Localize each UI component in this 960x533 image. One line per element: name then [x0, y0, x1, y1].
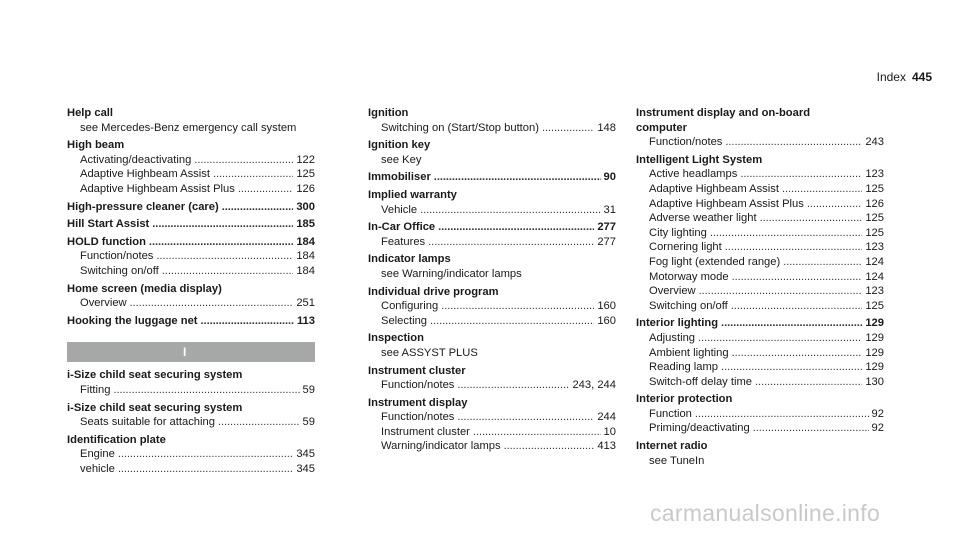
sub-entry-text: Function: [649, 407, 692, 420]
sub-entry-text: Active headlamps: [649, 168, 738, 181]
page-reference: 122: [296, 153, 315, 166]
sub-entry: [636, 197, 884, 212]
sub-entry-text: Function/notes: [80, 250, 154, 263]
dot-leader: [430, 314, 594, 329]
index-entry: [67, 401, 315, 430]
page-reference: 345: [296, 448, 315, 461]
index-entry: [636, 153, 884, 314]
sub-entry: [368, 378, 616, 393]
dot-leader: [162, 264, 294, 279]
dot-leader: [149, 235, 293, 250]
entry-title-text: i-Size child seat securing system: [67, 369, 243, 382]
dot-leader: [434, 170, 601, 185]
sub-entry: [67, 121, 315, 136]
sub-entry: [368, 410, 616, 425]
sub-entry: [368, 425, 616, 440]
page-reference: 59: [302, 383, 315, 396]
page-reference: 123: [865, 241, 884, 254]
entry-title: [368, 252, 616, 267]
page-reference: 130: [865, 375, 884, 388]
sub-entry-text: Function/notes: [381, 411, 455, 424]
sub-entry-text: Vehicle: [381, 203, 418, 216]
page-reference: 148: [597, 121, 616, 134]
index-column-3: [636, 106, 884, 471]
page-reference: 125: [865, 182, 884, 195]
sub-entry-text: vehicle: [80, 462, 115, 475]
dot-leader: [783, 255, 862, 270]
entry-title: [67, 368, 315, 383]
dot-leader: [473, 425, 601, 440]
entry-title: [368, 396, 616, 411]
sub-entry: [636, 240, 884, 255]
page-reference: 277: [597, 235, 616, 248]
page-reference: 129: [865, 346, 884, 359]
page-reference: 92: [871, 407, 884, 420]
index-entry: [67, 314, 315, 329]
dot-leader: [760, 211, 863, 226]
dot-leader: [710, 226, 863, 241]
index-entry: [67, 200, 315, 215]
sub-entry-text: see Key: [381, 153, 422, 166]
sub-entry-text: Adaptive Highbeam Assist: [649, 182, 779, 195]
entry-title-text: Indicator lamps: [368, 253, 451, 266]
dot-leader: [698, 331, 862, 346]
dot-leader: [695, 407, 869, 422]
sub-entry: [636, 226, 884, 241]
dot-leader: [782, 182, 862, 197]
index-entry: [368, 331, 616, 360]
index-entry: [368, 188, 616, 217]
dot-leader: [731, 299, 863, 314]
dot-leader: [420, 203, 600, 218]
entry-title-text: High beam: [67, 139, 125, 152]
page-reference: 129: [865, 361, 884, 374]
dot-leader: [130, 296, 294, 311]
sub-entry-text: see Mercedes-Benz emergency call system: [80, 121, 297, 134]
page-header: [877, 70, 932, 84]
page-reference: 184: [296, 235, 315, 248]
sub-entry-text: see TuneIn: [649, 454, 705, 467]
sub-entry: [368, 439, 616, 454]
index-entry: [67, 433, 315, 477]
dot-leader: [438, 220, 594, 235]
dot-leader: [699, 284, 863, 299]
sub-entry-text: Cornering light: [649, 241, 722, 254]
page-reference: 124: [865, 255, 884, 268]
entry-title-text: Implied warranty: [368, 188, 457, 201]
page-reference: 10: [603, 425, 616, 438]
page-reference: 92: [871, 422, 884, 435]
index-entry: [67, 282, 315, 311]
sub-entry: [636, 407, 884, 422]
dot-leader: [740, 167, 862, 182]
sub-entry: [67, 167, 315, 182]
sub-entry: [636, 270, 884, 285]
page-reference: 345: [296, 462, 315, 475]
dot-leader: [732, 270, 863, 285]
dot-leader: [213, 167, 293, 182]
entry-title-text: Identification plate: [67, 433, 166, 446]
section-letter-bar: [67, 342, 315, 362]
sub-entry: [368, 299, 616, 314]
page-reference: 300: [296, 200, 315, 213]
sub-entry-text: Features: [381, 235, 426, 248]
entry-title-text: Immobiliser: [368, 171, 431, 184]
index-column-2: [368, 106, 616, 457]
page-reference: 123: [865, 168, 884, 181]
sub-entry-text: Instrument cluster: [381, 425, 470, 438]
dot-leader: [156, 249, 293, 264]
entry-title-text: Intelligent Light System: [636, 153, 763, 166]
entries-h: [67, 106, 315, 328]
sub-entry-text: Configuring: [381, 300, 439, 313]
index-entry: [636, 106, 884, 150]
entry-title-text: Instrument display: [368, 396, 468, 409]
sub-entry-text: Overview: [80, 297, 127, 310]
page-reference: 184: [296, 250, 315, 263]
sub-entry: [67, 264, 315, 279]
dot-leader: [457, 410, 594, 425]
dot-leader: [721, 316, 862, 331]
sub-entry: [368, 314, 616, 329]
sub-entry-text: Switching on/off: [80, 264, 159, 277]
sub-entry: [368, 153, 616, 168]
index-entry: [368, 364, 616, 393]
sub-entry: [636, 360, 884, 375]
sub-entry: [636, 135, 884, 150]
sub-entry-text: Warning/indicator lamps: [381, 440, 501, 453]
sub-entry-text: Selecting: [381, 314, 428, 327]
dot-leader: [428, 235, 594, 250]
dot-leader: [807, 197, 862, 212]
entry-title-text: Instrument display and on-board: [636, 107, 811, 119]
entry-title-text: Ignition key: [368, 139, 431, 152]
page-reference: 251: [296, 297, 315, 310]
entries-col2: [368, 106, 616, 454]
sub-entry-text: Engine: [80, 448, 115, 461]
dot-leader: [152, 217, 293, 232]
sub-entry-text: Adaptive Highbeam Assist Plus: [80, 182, 235, 195]
sub-entry: [636, 255, 884, 270]
page-number: 445: [911, 70, 932, 84]
sub-entry-text: City lighting: [649, 226, 707, 239]
sub-entry: [636, 346, 884, 361]
sub-entry-text: Overview: [649, 285, 696, 298]
dot-leader: [542, 121, 594, 136]
dot-leader: [755, 375, 862, 390]
index-entry: [368, 396, 616, 454]
dot-leader: [732, 346, 863, 361]
dot-leader: [118, 447, 293, 462]
page-reference: 126: [865, 197, 884, 210]
sub-entry: [67, 296, 315, 311]
sub-entry: [636, 284, 884, 299]
sub-entry: [636, 375, 884, 390]
sub-entry-text: Adaptive Highbeam Assist Plus: [649, 197, 804, 210]
sub-entry: [636, 182, 884, 197]
index-entry: [368, 252, 616, 281]
dot-leader: [194, 153, 293, 168]
dot-leader: [118, 462, 294, 477]
page-reference: 126: [296, 182, 315, 195]
entries-col3: [636, 106, 884, 468]
index-entry: [67, 217, 315, 232]
entry-title-text: Home screen (media display): [67, 282, 222, 295]
page-reference: 243: [865, 136, 884, 149]
page-reference: 277: [597, 221, 616, 234]
entry-title-text: Interior protection: [636, 393, 733, 406]
page-reference: 125: [296, 168, 315, 181]
sub-entry: [368, 346, 616, 361]
page-reference: 113: [296, 314, 315, 327]
index-entry: [368, 170, 616, 185]
index-entry: [636, 316, 884, 389]
entry-title-text: i-Size child seat securing system: [67, 401, 243, 414]
index-entry: [368, 138, 616, 167]
sub-entry-text: Switching on/off: [649, 299, 728, 312]
dot-leader: [504, 439, 595, 454]
page-reference: 129: [865, 317, 884, 330]
index-entry: [67, 106, 315, 135]
header-label: Index: [876, 70, 906, 84]
sub-entry: [636, 167, 884, 182]
entry-title: [368, 138, 616, 153]
entry-title: [368, 188, 616, 203]
sub-entry: [636, 299, 884, 314]
entry-title: [67, 433, 315, 448]
entry-title: [636, 392, 884, 407]
entry-title-text: Individual drive program: [368, 285, 499, 298]
sub-entry-text: Fog light (extended range): [649, 255, 781, 268]
dot-leader: [113, 383, 299, 398]
sub-entry: [67, 249, 315, 264]
sub-entry: [636, 421, 884, 436]
index-entry: [368, 285, 616, 329]
entry-title-text: Ignition: [368, 107, 409, 119]
page-reference: 31: [603, 203, 616, 216]
page-reference: 243, 244: [572, 379, 616, 392]
sub-entry: [67, 182, 315, 197]
entry-title: [67, 217, 315, 232]
sub-entry-text: Priming/deactivating: [649, 422, 750, 435]
sub-entry: [67, 415, 315, 430]
sub-entry-text: Adverse weather light: [649, 212, 757, 225]
page-reference: 160: [597, 314, 616, 327]
entry-title-text: Hooking the luggage net: [67, 314, 198, 327]
dot-leader: [753, 421, 869, 436]
sub-entry: [67, 462, 315, 477]
entry-title-text: Inspection: [368, 332, 424, 345]
entry-title: [368, 220, 616, 235]
sub-entry: [368, 121, 616, 136]
entry-title-cont-text: computer: [636, 121, 687, 134]
dot-leader: [218, 415, 300, 430]
entry-title: [636, 106, 884, 121]
entry-title-text: High-pressure cleaner (care): [67, 200, 219, 213]
entry-title: [636, 439, 884, 454]
sub-entry-text: Function/notes: [381, 379, 455, 392]
entry-title: [368, 364, 616, 379]
dot-leader: [201, 314, 294, 329]
entry-title: [368, 285, 616, 300]
entry-title: [368, 170, 616, 185]
dot-leader: [457, 378, 569, 393]
sub-entry-text: Switch-off delay time: [649, 375, 753, 388]
index-entry: [636, 392, 884, 436]
sub-entry: [636, 211, 884, 226]
entry-title-text: Instrument cluster: [368, 364, 466, 377]
index-column-1: [67, 106, 315, 479]
sub-entry: [67, 383, 315, 398]
entry-title-text: Hill Start Assist: [67, 218, 150, 231]
sub-entry: [67, 153, 315, 168]
entry-title: [368, 331, 616, 346]
sub-entry-text: Fitting: [80, 383, 111, 396]
sub-entry: [368, 267, 616, 282]
index-entry: [636, 439, 884, 468]
section-letter: I: [183, 345, 187, 360]
sub-entry-text: Reading lamp: [649, 361, 719, 374]
sub-entry-text: see Warning/indicator lamps: [381, 267, 522, 280]
page-reference: 123: [865, 285, 884, 298]
sub-entry: [67, 447, 315, 462]
sub-entry-text: Motorway mode: [649, 270, 729, 283]
entry-title: [67, 200, 315, 215]
sub-entry: [636, 454, 884, 469]
dot-leader: [725, 135, 862, 150]
page-reference: 244: [597, 411, 616, 424]
entry-title: [67, 282, 315, 297]
entry-title: [67, 314, 315, 329]
sub-entry-text: Seats suitable for attaching: [80, 416, 215, 429]
entry-title-text: Interior lighting: [636, 317, 719, 330]
page-reference: 124: [865, 270, 884, 283]
index-entry: [368, 106, 616, 135]
entry-title-text: In-Car Office: [368, 221, 436, 234]
dot-leader: [222, 200, 294, 215]
entry-title-text: HOLD function: [67, 235, 146, 248]
index-entry: [67, 138, 315, 196]
page-reference: 160: [597, 300, 616, 313]
index-entry: [67, 235, 315, 279]
entry-title-text: Help call: [67, 107, 114, 119]
page-reference: 184: [296, 264, 315, 277]
page-reference: 59: [302, 416, 315, 429]
index-entry: [67, 368, 315, 397]
dot-leader: [441, 299, 594, 314]
sub-entry-text: Adaptive Highbeam Assist: [80, 168, 210, 181]
index-entry: [368, 220, 616, 249]
entry-title: [368, 106, 616, 121]
sub-entry-text: Ambient lighting: [649, 346, 729, 359]
entry-title: [636, 153, 884, 168]
entry-title-cont: [636, 121, 884, 136]
dot-leader: [238, 182, 293, 197]
page-reference: 125: [865, 212, 884, 225]
entry-title: [67, 106, 315, 121]
sub-entry-text: Function/notes: [649, 136, 723, 149]
dot-leader: [721, 360, 862, 375]
sub-entry-text: Activating/deactivating: [80, 153, 192, 166]
sub-entry: [636, 331, 884, 346]
sub-entry-text: Switching on (Start/Stop button): [381, 121, 539, 134]
page-reference: 185: [296, 218, 315, 231]
page-reference: 413: [597, 440, 616, 453]
entry-title: [636, 316, 884, 331]
dot-leader: [725, 240, 863, 255]
entries-i: [67, 368, 315, 476]
watermark: carmanualsonline.info: [650, 500, 881, 526]
entry-title: [67, 401, 315, 416]
entry-title-text: Internet radio: [636, 440, 708, 453]
sub-entry-text: see ASSYST PLUS: [381, 346, 478, 359]
entry-title: [67, 138, 315, 153]
sub-entry-text: Adjusting: [649, 331, 696, 344]
sub-entry: [368, 203, 616, 218]
page-reference: 129: [865, 331, 884, 344]
page-reference: 90: [603, 171, 616, 184]
page-reference: 125: [865, 226, 884, 239]
page-reference: 125: [865, 299, 884, 312]
sub-entry: [368, 235, 616, 250]
entry-title: [67, 235, 315, 250]
